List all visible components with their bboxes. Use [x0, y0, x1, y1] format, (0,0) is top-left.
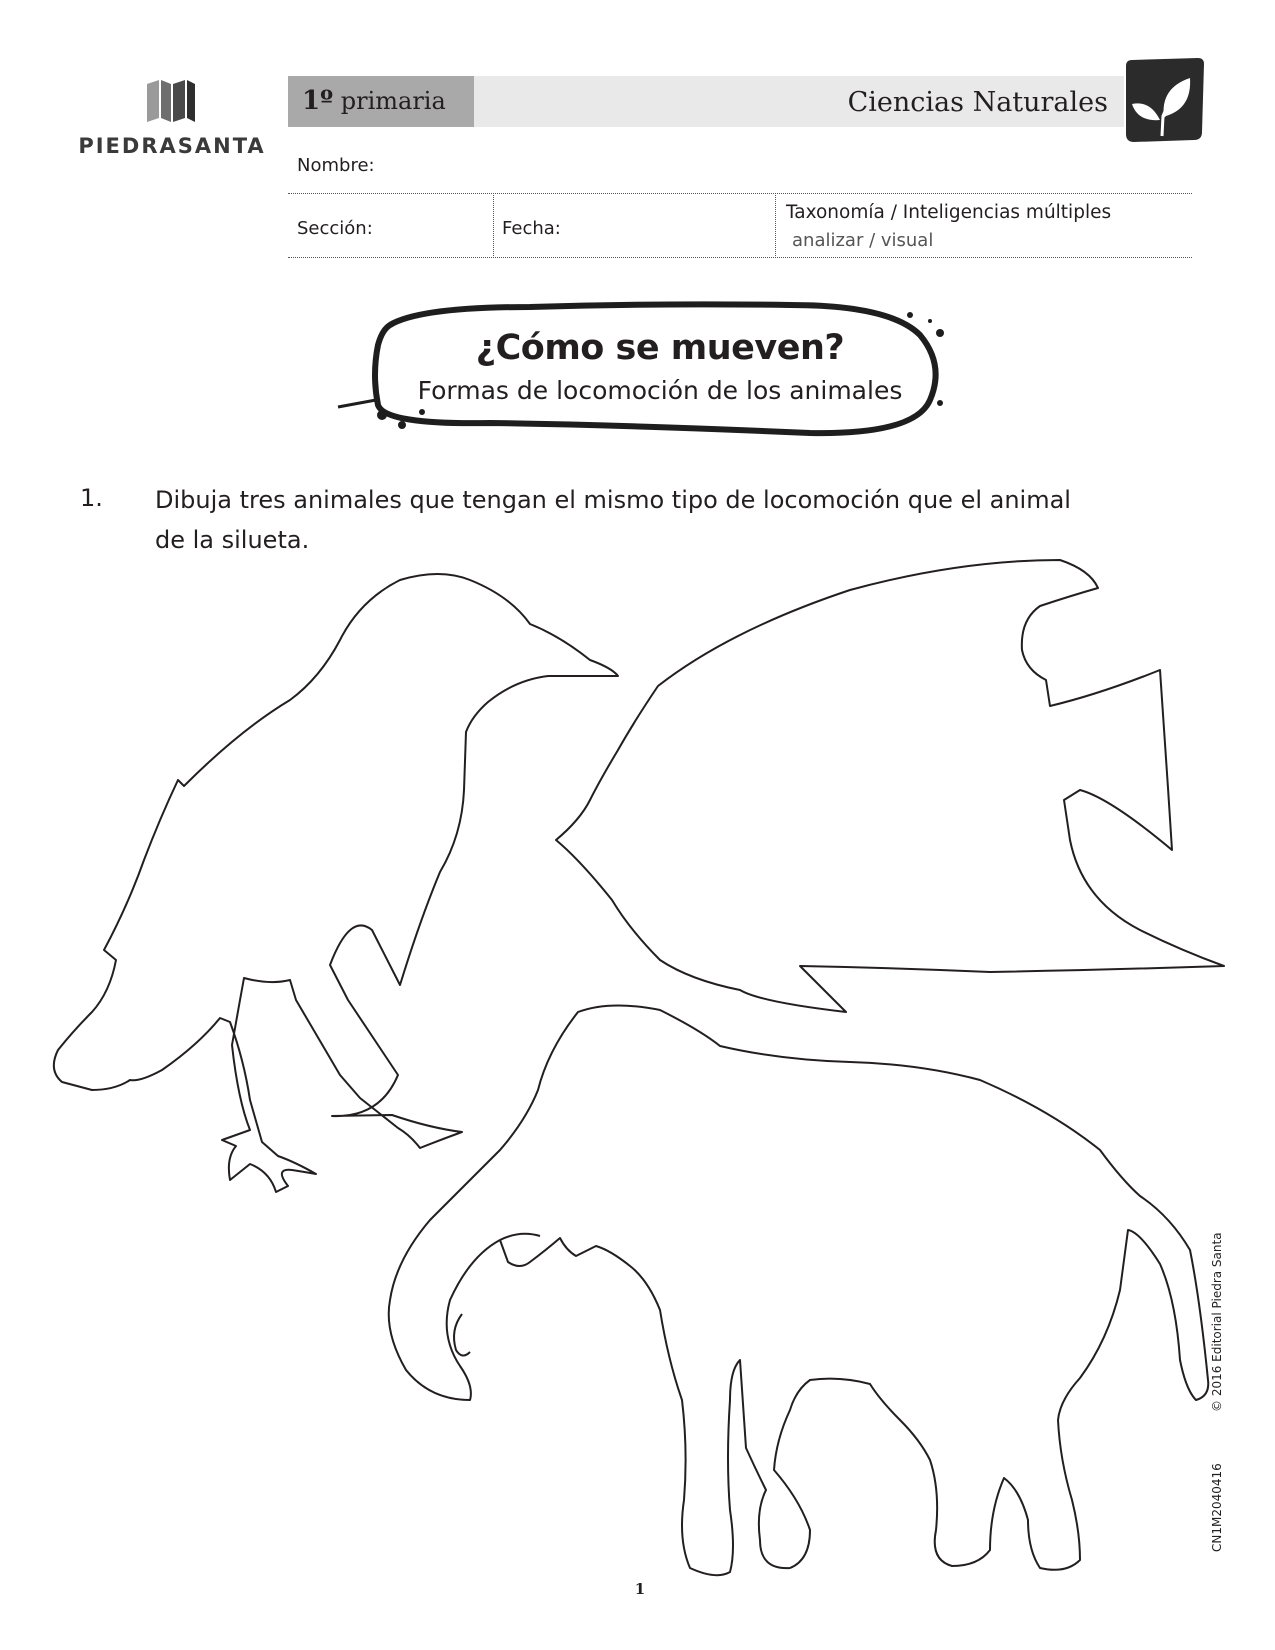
taxonomy-value: analizar / visual	[792, 230, 934, 251]
section-field-label: Sección:	[297, 218, 373, 239]
page-number: 1	[634, 1580, 646, 1598]
grade-number: 1º	[302, 86, 334, 116]
date-field-label: Fecha:	[502, 218, 561, 239]
elephant-silhouette	[389, 1005, 1209, 1575]
name-field-label: Nombre:	[297, 155, 375, 176]
publisher-name: PIEDRASANTA	[78, 134, 266, 158]
question-number: 1.	[80, 484, 103, 512]
grade-level: primaria	[340, 87, 446, 115]
elephant-tusk	[500, 1234, 540, 1240]
fish-silhouette	[556, 560, 1224, 1012]
activity-title: ¿Cómo se mueven?	[475, 328, 845, 368]
elephant-trunk-curl	[454, 1314, 470, 1356]
activity-subtitle: Formas de locomoción de los animales	[417, 376, 903, 405]
question-text: Dibuja tres animales que tengan el mismo tipo de locomoción que el animal de la silueta.	[155, 486, 1071, 554]
taxonomy-label: Taxonomía / Inteligencias múltiples	[786, 202, 1112, 223]
worksheet-code: CN1M2040416	[1210, 1463, 1224, 1552]
copyright-notice: © 2016 Editorial Piedra Santa	[1210, 1232, 1224, 1412]
subject-title: Ciencias Naturales	[474, 76, 1124, 127]
